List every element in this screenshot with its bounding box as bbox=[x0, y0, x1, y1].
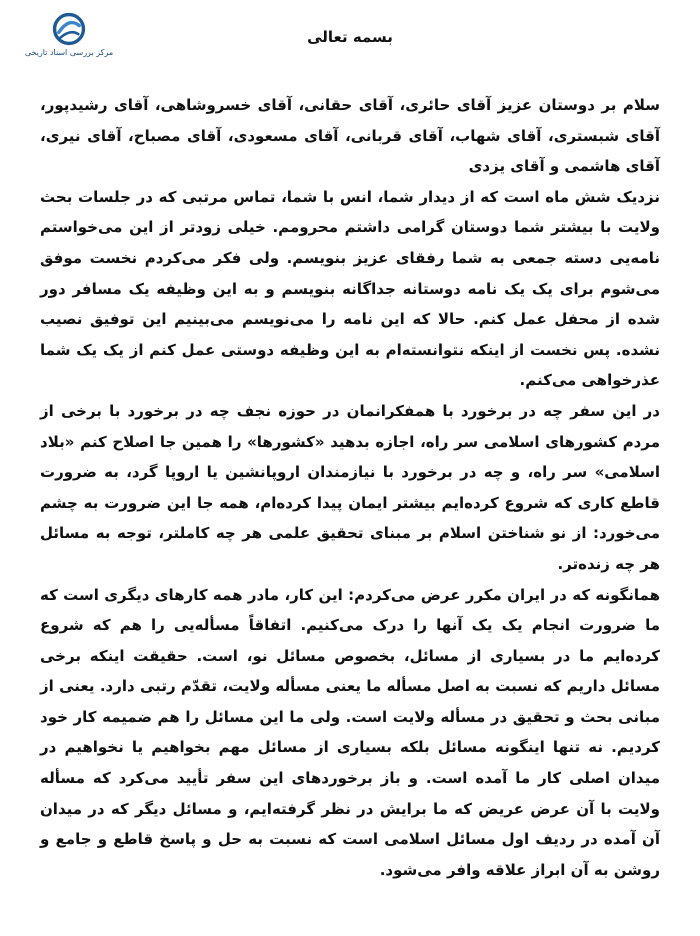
document-title: بسمه تعالی bbox=[307, 28, 393, 46]
paragraph-apology: نزدیک شش ماه است که از دیدار شما، انس با شما، تماس مرتبی که در جلسات بحث ولایت با بیشتر شما دوستان گرامی داشتم محرومم. خیلی زودتر از این می‌خواستم نامه‌یی دسته جمعی به شما رفقای عزیز بنویسم. ولی فکر می‌کردم نخست موفق می‌شوم برای یک یک نامه دوستانه جداگانه بنویسم و به این وظیفه یک مسافر دور شده از محفل عمل کنم. حالا که این نامه را می‌نویسم می‌بینیم این توفیق نصیب نشده. پس نخست از اینکه نتوانسته‌ام به این وظیفه دوستی عمل کنم از یک یک شما عذرخواهی می‌کنم. bbox=[40, 187, 660, 390]
paragraph-importance: همانگونه که در ایران مکرر عرض می‌کردم: این کار، مادر همه کارهای دیگری است که ما ضرورت انجام یک یک آنها را درک می‌کنیم. اتفاقاً مسأله‌یی را هم که شروع کرده‌ایم ما در بسیاری از مسائل، بخصوص مسائل نو، است. حقیقت اینکه برخی مسائل داریم که نسبت به اصل مسأله ما یعنی مسأله ولایت، تقدّم رتبی دارد. یعنی از مبانی بحث و تحقیق در مسأله ولایت است. ولی ما این مسائل را هم ضمیمه کار خود کردیم. نه تنها اینگونه مسائل بلکه بسیاری از مسائل مهم بخواهیم یا نخواهیم در میدان اصلی کار ما آمده است. و باز برخوردهای این سفر تأیید می‌کرد که مسأله ولایت با آن عرض عریض که ما برایش در نظر گرفته‌ایم، و مسائل دیگر که در میدان آن آمده در ردیف اول مسائل اسلامی است که نسبت به حل و پاسخ قاطع و جامع و روشن به آن ابراز علاقه وافر می‌شود. bbox=[40, 585, 660, 879]
paragraph-journey: در این سفر چه در برخورد با همفکرانمان در حوزه نجف چه در برخورد با برخی از مردم کشورهای اسلامی سر راه، اجازه بدهید «کشورها» را همین جا اصلاح کنم «بلاد اسلامی» سر راه، و چه در برخورد با نیازمندان اروپانشین یا اروپا گرد، به ضرورت قاطع کاری که شروع کرده‌ایم بیشتر ایمان پیدا کرده‌ام، همه جا این ضرورت به چشم می‌خورد: از نو شناختن اسلام بر مبنای تحقیق علمی هر چه کاملتر، توجه به مسائل هر چه زنده‌تر. bbox=[40, 401, 660, 573]
document-page bbox=[40, 28, 660, 916]
paragraph-greeting: سلام بر دوستان عزیز آقای حائری، آقای حقانی، آقای خسروشاهی، آقای رشیدپور، آقای شبستری، آقای شهاب، آقای قربانی، آقای مسعودی، آقای مصباح، آقای نیری، آقای هاشمی و آقای یزدی bbox=[40, 96, 660, 176]
logo-caption: مرکز بررسی اسناد تاریخی bbox=[24, 48, 114, 57]
